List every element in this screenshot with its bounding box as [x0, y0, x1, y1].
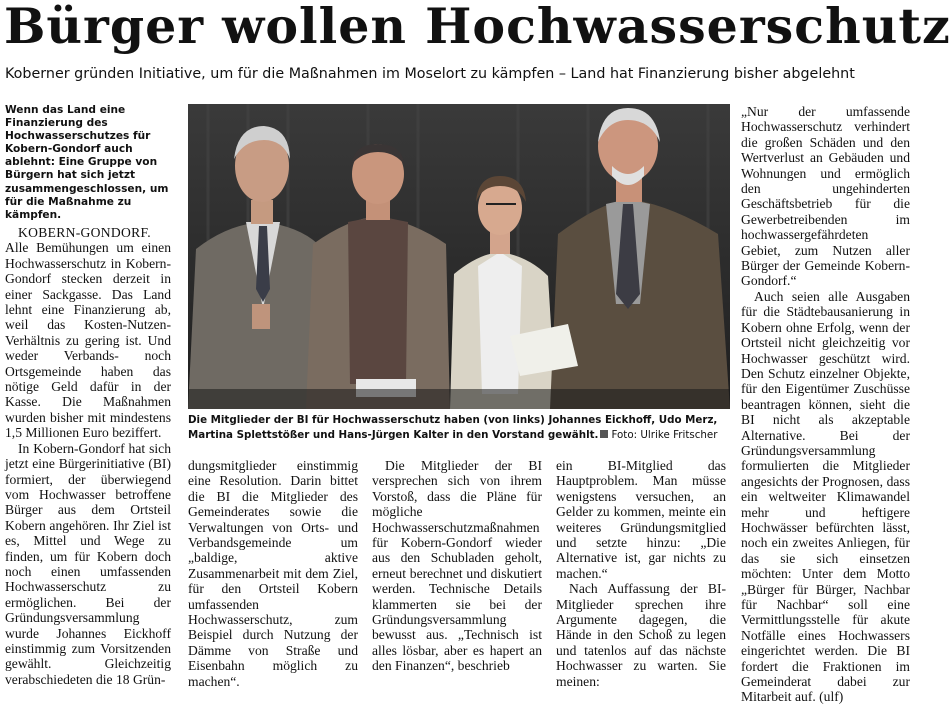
col2-paragraph-1: dungsmitglieder einstimmig eine Resolution. Darin bittet die BI die Mitglieder des Gemeinderates sowie die Verwaltungen von Orts- und Verbandsgemeinde um „baldige, aktive Zusammenarbeit mit dem Ziel, für den Ortsteil Kobern umfassenden Hochwasserschutz, zum Beispiel durch Nutzung der Dämme von Straße und Eisenbahn möglich zu machen“. [188, 458, 358, 689]
lead-paragraph: Wenn das Land eine Finanzierung des Hochwasserschutzes für Kobern-Gondorf auch ablehnt: Eine Gruppe von Bürgern hat sich jetzt zusammengeschlossen, um für die Maßnahme zu kämpfen. [5, 104, 169, 221]
col5-paragraph-1: „Nur der umfassende Hochwasserschutz verhindert die großen Schäden und den Wertverlust an Gebäuden und Wohnungen und ermöglich den ungehinderten Geschäftsbetrieb für die Gewerbetreibenden im hochwassergefährdeten Gebiet, zum Nutzen aller Bürger der Gemeinde Kobern-Gondorf.“ [741, 104, 910, 289]
article-column-1 [5, 225, 171, 687]
subheadline: Koberner gründen Initiative, um für die Maßnahmen im Moselort zu kämpfen – Land hat Finanzierung bisher abgelehnt [5, 66, 855, 82]
col4-paragraph-1: ein BI-Mitglied das Hauptproblem. Man müsse wenigstens versuchen, an Gelder zu kommen, meinte ein weiteres Gründungsmitglied und setzte hinzu: „Die Alternative ist, gar nichts zu machen.“ [556, 458, 726, 581]
article-column-4 [556, 458, 726, 689]
news-photo-image [188, 104, 730, 409]
photo-credit: Foto: Ulrike Fritscher [611, 428, 718, 441]
news-photo [188, 104, 730, 409]
caption-text: Die Mitglieder der BI für Hochwasserschutz haben (von links) Johannes Eickhoff, Udo Merz, Martina Splettstößer und Hans-Jürgen Kalter in den Vorstand gewählt. [188, 414, 718, 441]
col3-paragraph-1: Die Mitglieder der BI versprechen sich von ihrem Vorstoß, dass die Pläne für mögliche Hochwasserschutzmaßnahmen für Kobern-Gondorf wieder aus den Schubladen geholt, erneut berechnet und diskutiert werden. Technische Details klammerten sie bei der Gründungsversammlung bewusst aus. „Technisch ist alles lösbar, aber es hapert an den Finanzen“, beschrieb [372, 458, 542, 674]
col1-paragraph-1 [5, 225, 171, 441]
dateline: KOBERN-GONDORF. [18, 225, 151, 240]
col5-paragraph-2: Auch seien alle Ausgaben für die Städtebausanierung in Kobern ohne Erfolg, wenn der Ortsteil nicht gleichzeitig vor Hochwasser geschützt wird. Den Schutz einzelner Objekte, für den Eigentümer Zuschüsse beantragen können, sieht die BI nicht als akzeptable Alternative. Bei der Gründungsversammlung formulierten die Mitglieder angesichts der Prognosen, dass ein weltweiter Klimawandel mehr und heftigere Hochwässer befürchten lässt, noch ein zweites Anliegen, für das sie sich einsetzen möchten: Unter dem Motto „Bürger für Bürger, Nachbar für Nachbar“ soll eine Vermittlungsstelle für akute Notfälle eines Hochwassers eingerichtet werden. Die BI fordert die Fraktionen im Gemeinderat dabei zur Mitarbeit auf. (ulf) [741, 288, 910, 705]
square-bullet-icon [600, 430, 608, 438]
headline: Bürger wollen Hochwasserschutz [4, 0, 951, 55]
article-column-2 [188, 458, 358, 689]
col1-paragraph-1-text: Alle Bemühungen um einen Hochwasserschutz in Kobern-Gondorf stecken derzeit in einer Sackgasse. Das Land lehnt eine Finanzierung ab, weil das Kosten-Nutzen-Verhältnis zu gering ist. Und weder Verbands- noch Ortsgemeinde haben das nötige Geld dafür in der Kasse. Die Maßnahmen wurden bisher mit mindestens 1,5 Millionen Euro beziffert. [5, 240, 171, 441]
col4-paragraph-2: Nach Auffassung der BI-Mitglieder sprechen ihre Argumente dagegen, die Hände in den Schoß zu legen und tatenlos auf das nächste Hochwasser zu warten. Sie meinen: [556, 581, 726, 689]
article-column-3 [372, 458, 542, 674]
col1-paragraph-2: In Kobern-Gondorf hat sich jetzt eine Bürgerinitiative (BI) formiert, der überwiegend vom Hochwasser betroffene Bürger aus dem Ortsteil Kobern angehören. Ihr Ziel ist es, Mittel und Wege zu finden, um für Kobern doch noch einen umfassenden Hochwasserschutz zu ermöglichen. Bei der Gründungsversammlung wurde Johannes Eickhoff einstimmig zum Vorsitzenden gewählt. Gleichzeitig verabschiedeten die 18 Grün- [5, 440, 171, 687]
photo-caption [188, 413, 734, 442]
article-column-5 [741, 104, 910, 705]
